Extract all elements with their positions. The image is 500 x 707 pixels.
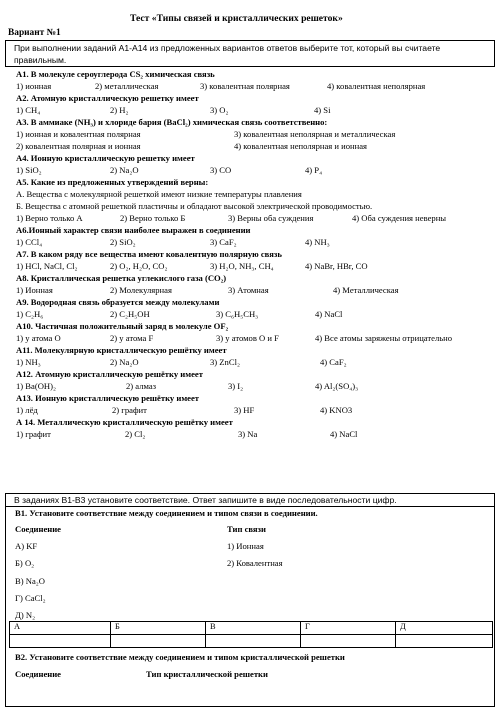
question-a4: А4. Ионную кристаллическую решетку имеет: [16, 153, 195, 163]
a7-option-3: 3) H₂O, NH₃, CH₄: [210, 261, 274, 271]
a4-option-3: 3) CO: [210, 165, 232, 175]
question-a14: А 14. Металлическую кристаллическую решётку имеет: [16, 417, 233, 427]
question-a3: А3. В аммиаке (NH₃) и хлориде бария (BaCl₂) химическая связь соответственно:: [16, 117, 328, 127]
a12-option-4: 4) Al₂(SO₄)₃: [315, 381, 359, 391]
a9-option-3: 3) C₆H₅CH₃: [216, 309, 259, 319]
question-a13: А13. Ионную кристаллическую решётку имеет: [16, 393, 200, 403]
a14-option-3: 3) Na: [238, 429, 258, 439]
table-row: [10, 635, 493, 648]
a4-option-1: 1) SiO₂: [16, 165, 42, 175]
question-a2: А2. Атомную кристаллическую решетку имеет: [16, 93, 199, 103]
a14-option-1: 1) графит: [16, 429, 51, 439]
table-row: [10, 622, 493, 635]
a11-option-1: 1) NH₃: [16, 357, 41, 367]
a5-statement-b: Б. Вещества с атомной решеткой пластичны и обладают высокой электрической проводимостью.: [16, 201, 373, 211]
a3-option-1: 1) ионная и ковалентная полярная: [16, 129, 141, 139]
question-b1: В1. Установите соответствие между соединением и типом связи в соединении.: [15, 508, 318, 518]
a9-option-4: 4) NaCl: [315, 309, 343, 319]
b2-lattice-header: Тип кристаллической решетки: [146, 669, 268, 679]
question-a8: А8. Кристаллическая решетка углекислого газа (CO₂): [16, 273, 227, 283]
a12-option-2: 2) алмаз: [126, 381, 157, 391]
b1-left-d: Д) N₂: [15, 610, 36, 620]
a13-option-3: 3) HF: [234, 405, 255, 415]
question-a10: А10. Частичная положительный заряд в молекуле OF₂: [16, 321, 229, 331]
a9-option-2: 2) C₂H₅OH: [110, 309, 150, 319]
b1-left-b: Б) O₂: [15, 558, 35, 568]
b2-compound-header: Соединение: [15, 669, 61, 679]
answer-header-g: Г: [301, 622, 396, 635]
question-a12: А12. Атомную кристаллическую решётку имеет: [16, 369, 203, 379]
answer-cell-b[interactable]: [111, 635, 206, 648]
a2-option-2: 2) H₂: [110, 105, 129, 115]
a8-option-4: 4) Металлическая: [333, 285, 399, 295]
a3-option-3: 3) ковалентная неполярная и металлическая: [234, 129, 396, 139]
a6-option-1: 1) CCl₄: [16, 237, 43, 247]
a10-option-4: 4) Все атомы заряжены отрицательно: [315, 333, 453, 343]
a8-option-2: 2) Молекулярная: [110, 285, 172, 295]
a3-option-4: 4) ковалентная неполярная и ионная: [234, 141, 368, 151]
part-b-box: [5, 493, 495, 707]
a5-option-1: 1) Верно только А: [16, 213, 83, 223]
a6-option-4: 4) NH₃: [305, 237, 330, 247]
a12-option-3: 3) I₂: [228, 381, 244, 391]
a1-option-1: 1) ионная: [16, 81, 52, 91]
answer-cell-v[interactable]: [206, 635, 301, 648]
b1-bond-type-header: Тип связи: [227, 524, 266, 534]
a7-option-4: 4) NaBr, HBr, CO: [305, 261, 368, 271]
a10-option-2: 2) у атома F: [110, 333, 154, 343]
a12-option-1: 1) Ba(OH)₂: [16, 381, 56, 391]
question-a1: А1. В молекуле сероуглерода CS₂ химическая связь: [16, 69, 215, 79]
answer-cell-a[interactable]: [10, 635, 111, 648]
a2-option-4: 4) Si: [314, 105, 331, 115]
a11-option-3: 3) ZnCl₂: [210, 357, 240, 367]
a14-option-2: 2) Cl₂: [125, 429, 146, 439]
a5-option-2: 2) Верно только Б: [120, 213, 186, 223]
answer-header-d: Д: [396, 622, 493, 635]
a6-option-2: 2) SiO₂: [110, 237, 136, 247]
a2-option-3: 3) O₂: [210, 105, 229, 115]
b1-answer-table: [9, 621, 493, 648]
question-a9: А9. Водородная связь образуется между молекулами: [16, 297, 220, 307]
page-title: Тест «Типы связей и кристаллических решеток»: [130, 13, 343, 24]
question-a7: А7. В каком ряду все вещества имеют ковалентную полярную связь: [16, 249, 282, 259]
b1-left-v: В) Na₂O: [15, 576, 45, 586]
a1-option-4: 4) ковалентная неполярная: [327, 81, 426, 91]
a13-option-4: 4) KNO3: [320, 405, 353, 415]
a7-option-1: 1) HCl, NaCl, Cl₂: [16, 261, 78, 271]
a13-option-2: 2) графит: [112, 405, 147, 415]
part-b-instruction: В заданиях В1-В3 установите соответствие. Ответ запишите в виде последовательности цифр.: [14, 495, 397, 505]
a2-option-1: 1) CH₄: [16, 105, 41, 115]
a3-option-2: 2) ковалентная полярная и ионная: [16, 141, 141, 151]
question-b2: В2. Установите соответствие между соединением и типом кристаллической решетки: [15, 652, 345, 662]
variant-label: Вариант №1: [8, 28, 61, 38]
answer-header-b: Б: [111, 622, 206, 635]
b1-left-a: А) KF: [15, 541, 38, 551]
question-a5: А5. Какие из предложенных утверждений верны:: [16, 177, 209, 187]
a5-option-3: 3) Верны оба суждения: [228, 213, 314, 223]
instruction-box: [5, 40, 495, 67]
a4-option-2: 2) Na₂O: [110, 165, 139, 175]
a11-option-4: 4) CaF₂: [320, 357, 347, 367]
a4-option-4: 4) P₄: [305, 165, 323, 175]
a6-option-3: 3) CaF₂: [210, 237, 237, 247]
answer-cell-g[interactable]: [301, 635, 396, 648]
instruction-line-1: При выполнении заданий А1-А14 из предложенных вариантов ответов выберите тот, который вы считаете: [14, 43, 441, 53]
answer-cell-d[interactable]: [396, 635, 493, 648]
divider: [6, 506, 494, 507]
b1-compound-header: Соединение: [15, 524, 61, 534]
a5-statement-a: А. Вещества с молекулярной решеткой имеют низкие температуры плавления: [16, 189, 302, 199]
a9-option-1: 1) C₂H₆: [16, 309, 44, 319]
answer-header-v: В: [206, 622, 301, 635]
a5-option-4: 4) Оба суждения неверны: [352, 213, 447, 223]
a1-option-3: 3) ковалентная полярная: [200, 81, 290, 91]
a14-option-4: 4) NaCl: [330, 429, 358, 439]
question-a11: А11. Молекулярную кристаллическую решётку имеет: [16, 345, 227, 355]
a10-option-1: 1) у атома O: [16, 333, 61, 343]
a1-option-2: 2) металлическая: [95, 81, 159, 91]
b1-right-2: 2) Ковалентная: [227, 558, 283, 568]
a11-option-2: 2) Na₂O: [110, 357, 139, 367]
a13-option-1: 1) лёд: [16, 405, 38, 415]
a8-option-3: 3) Атомная: [228, 285, 269, 295]
instruction-line-2: правильным.: [14, 55, 67, 65]
a7-option-2: 2) O₂, H₂O, CO₂: [110, 261, 168, 271]
a10-option-3: 3) у атомов O и F: [216, 333, 279, 343]
b1-right-1: 1) Ионная: [227, 541, 264, 551]
answer-header-a: А: [10, 622, 111, 635]
question-a6: А6.Ионный характер связи наиболее выражен в соединении: [16, 225, 251, 235]
a8-option-1: 1) Ионная: [16, 285, 53, 295]
b1-left-g: Г) CaCl₂: [15, 593, 46, 603]
